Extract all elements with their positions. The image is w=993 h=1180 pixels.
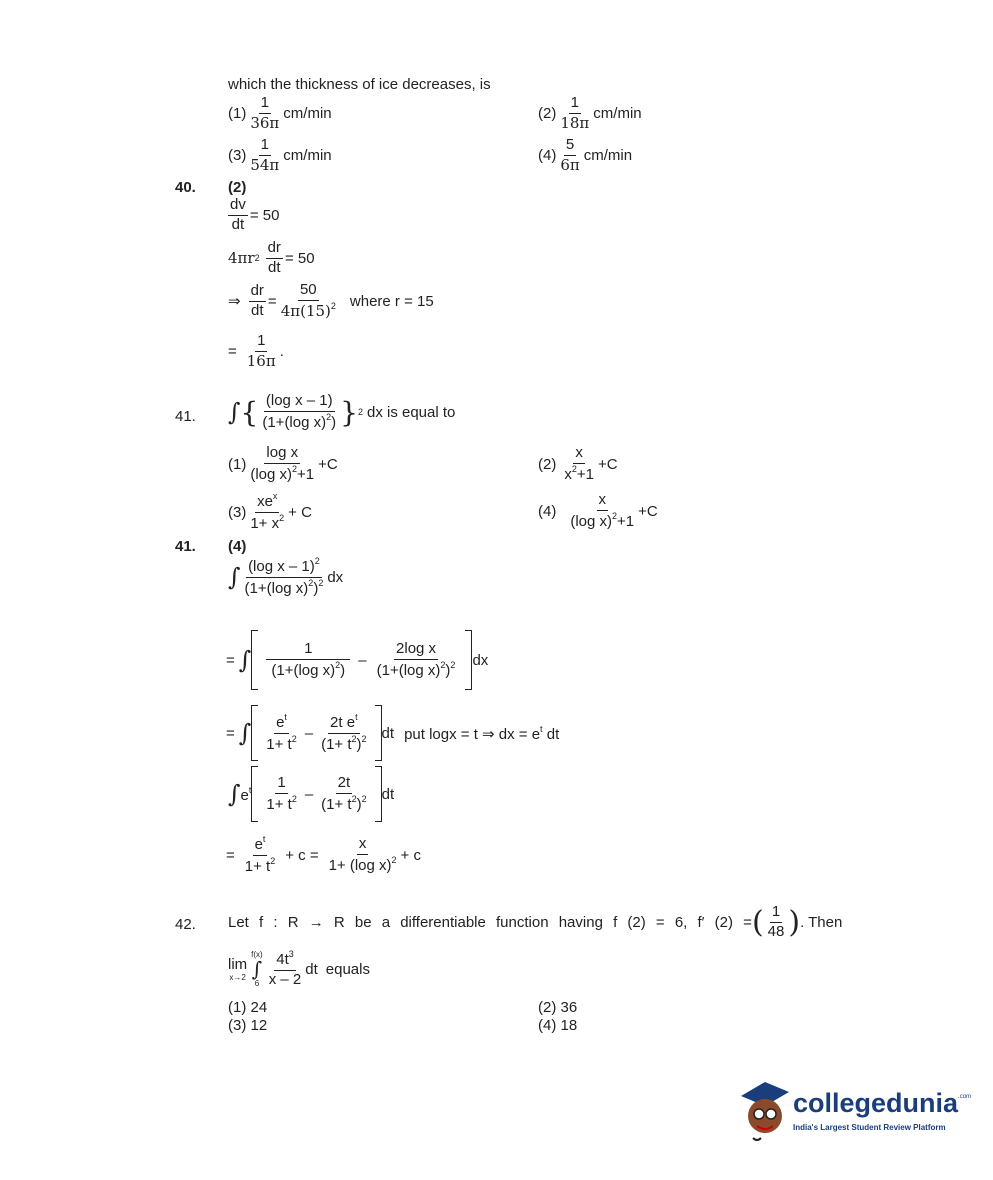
question-42-stem: Let f : R → R be a differentiable function having f (2) = 6, f′ (2) = ( $\frac{1}{48}$ ) . Then <box>228 903 843 940</box>
q39-option-2: (2) $\frac{1}{18\pi}$ cm/min <box>538 94 642 132</box>
logo-suffix: .com <box>958 1094 972 1100</box>
question-42-limit: lim x→2 f(x) ∫ 6 $\frac{4t^3}{x - 2}$ dt equals <box>228 949 370 988</box>
question-42-number: 42. <box>175 916 196 933</box>
integral-sign-icon: ∫ <box>228 398 241 426</box>
solution-40-line-4: = $\frac{1}{16\pi}$ . <box>228 332 284 370</box>
q39-option-4: (4) $\frac{5}{6\pi}$ cm/min <box>538 136 633 174</box>
q41-option-1: (1) $\frac{\text{log x}}{(\log x)^2+1}$ +C <box>228 444 338 483</box>
q39-stem: which the thickness of ice decreases, is <box>228 76 491 93</box>
q39-option-3: (3) $\frac{1}{54\pi}$ cm/min <box>228 136 332 174</box>
q39-option-1: (1) $\frac{1}{36\pi}$ cm/min <box>228 94 332 132</box>
collegedunia-logo <box>735 1078 972 1148</box>
solution-40-answer: (2) <box>228 179 247 196</box>
solution-40-line-1: $\frac{dv}{dt}$ = 50 <box>230 196 280 233</box>
solution-41-number: 41. <box>175 538 196 555</box>
q42-option-4: (4) 18 <box>538 1017 578 1034</box>
solution-41-step-3: = ∫ $\frac{e^t}{1+ t^2}$ – $\frac{2t e^t}{(1+ t^2)^2}$ dt put logx = t ⇒ dx = $e^t$ dt <box>226 705 559 761</box>
q41-option-4: (4) $\frac{x}{(\log x)^2+1}$ +C <box>538 491 658 530</box>
mascot-icon <box>735 1078 795 1148</box>
integral-sign-icon: ∫ <box>251 957 263 981</box>
q42-option-3: (3) 12 <box>228 1017 268 1034</box>
solution-40-line-2: 4πr 2 $\frac{dr}{dt}$ = 50 <box>228 239 315 276</box>
solution-41-step-2: = ∫ $\frac{1}{(1+(\log x)^2)}$ – $\frac{\text{2log x}}{(1+(\log x)^2)^2}$ dx <box>226 630 488 690</box>
solution-41-step-4: ∫ $e^t$ $\frac{1}{1+ t^2}$ – $\frac{2t}{(1+ t^2)^2}$ dt <box>228 766 394 822</box>
solution-41-answer: (4) <box>228 538 247 555</box>
logo-tagline: India's Largest Student Review Platform <box>793 1123 946 1132</box>
solution-40-number: 40. <box>175 179 196 196</box>
solution-40-line-3: ⇒ $\frac{dr}{dt}$ = $\frac{50}{4\pi(15)^2}$ where r = 15 <box>228 281 434 320</box>
q42-option-1: (1) 24 <box>228 999 268 1016</box>
q42-option-2: (2) 36 <box>538 999 578 1016</box>
solution-41-step-1: ∫ $\frac{(\log x - 1)^2}{(1+(\log x)^2)^2}$ dx <box>228 556 344 597</box>
q41-option-2: (2) $\frac{x}{x^2+1}$ +C <box>538 444 618 483</box>
question-41-number: 41. <box>175 408 196 425</box>
question-41-integral: ∫ { $\frac{\text{(log x – 1)}}{(1+(\log x)^2)}$ } 2 dx is equal to <box>228 392 456 431</box>
q41-option-3: (3) $\frac{xe^x}{1+ x^2}$ + C <box>228 491 312 532</box>
logo-name: collegedunia <box>793 1088 959 1118</box>
solution-41-step-5: = $\frac{e^t}{1+ t^2}$ + c = $\frac{x}{1+ (\log x)^2}$ + c <box>226 834 421 875</box>
integral-sign-icon: ∫ <box>228 563 241 591</box>
